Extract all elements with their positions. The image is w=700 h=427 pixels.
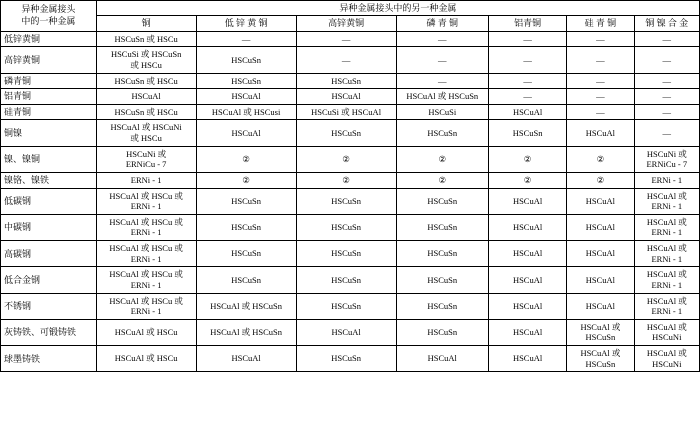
header-row-columns bbox=[1, 16, 700, 31]
table-cell: ② bbox=[488, 146, 566, 172]
corner-header-line2: 中的一种金属 bbox=[21, 15, 76, 26]
table-row bbox=[1, 31, 700, 47]
table-cell: HSCuSn bbox=[396, 188, 488, 214]
table-cell: HSCuAl bbox=[567, 241, 634, 267]
table-row bbox=[1, 319, 700, 345]
column-header-3: 磷 青 铜 bbox=[396, 16, 488, 31]
row-header: 低碳钢 bbox=[1, 188, 97, 214]
column-header-5: 硅 青 铜 bbox=[567, 16, 634, 31]
table-cell: HSCuSn bbox=[296, 214, 396, 240]
row-header: 铝青铜 bbox=[1, 89, 97, 105]
table-cell: HSCuAl 或 HSCu 或 ERNi - 1 bbox=[96, 267, 196, 293]
table-cell: HSCuAl bbox=[567, 293, 634, 319]
table-cell: HSCuSn bbox=[396, 214, 488, 240]
row-header: 镍铬、镍铁 bbox=[1, 172, 97, 188]
table-cell: HSCuAl 或 HSCuNi bbox=[634, 346, 699, 372]
table-cell: HSCuSn bbox=[396, 267, 488, 293]
table-cell: HSCuAl 或 HSCu 或 ERNi - 1 bbox=[96, 293, 196, 319]
table-cell: — bbox=[634, 120, 699, 146]
table-cell: ② bbox=[396, 172, 488, 188]
table-cell: ② bbox=[196, 172, 296, 188]
row-header: 磷青铜 bbox=[1, 73, 97, 89]
table-cell: HSCuAl bbox=[488, 214, 566, 240]
table-cell: HSCuAl bbox=[296, 319, 396, 345]
table-cell: HSCuAl 或 HSCuSn bbox=[196, 293, 296, 319]
table-cell: ② bbox=[296, 172, 396, 188]
table-cell: HSCuAl bbox=[96, 89, 196, 105]
table-cell: HSCuSn bbox=[296, 120, 396, 146]
table-row bbox=[1, 267, 700, 293]
table-cell: HSCuSi 或 HSCuSn 或 HSCu bbox=[96, 47, 196, 73]
row-header: 铜镍 bbox=[1, 120, 97, 146]
table-cell: HSCuSn bbox=[396, 319, 488, 345]
table-cell: — bbox=[396, 73, 488, 89]
row-header: 灰铸铁、可锻铸铁 bbox=[1, 319, 97, 345]
table-cell: HSCuSn 或 HSCu bbox=[96, 73, 196, 89]
table-cell: ② bbox=[196, 146, 296, 172]
table-cell: ERNi - 1 bbox=[634, 172, 699, 188]
table-cell: — bbox=[567, 104, 634, 120]
table-cell: HSCuSi bbox=[396, 104, 488, 120]
table-cell: — bbox=[567, 89, 634, 105]
table-cell: HSCuSn bbox=[296, 346, 396, 372]
table-cell: HSCuAl bbox=[196, 120, 296, 146]
table-cell: HSCuAl bbox=[488, 267, 566, 293]
table-row bbox=[1, 188, 700, 214]
row-header: 中碳钢 bbox=[1, 214, 97, 240]
table-cell: HSCuAl 或 HSCu 或 ERNi - 1 bbox=[96, 214, 196, 240]
table-cell: HSCuAl bbox=[567, 120, 634, 146]
column-header-6: 铜 镍 合 金 bbox=[634, 16, 699, 31]
table-cell: — bbox=[296, 31, 396, 47]
table-cell: ② bbox=[296, 146, 396, 172]
top-header: 异种金属接头中的另一种金属 bbox=[96, 1, 699, 16]
table-row bbox=[1, 146, 700, 172]
table-cell: HSCuAl bbox=[296, 89, 396, 105]
table-cell: HSCuSn 或 HSCu bbox=[96, 104, 196, 120]
row-header: 不锈钢 bbox=[1, 293, 97, 319]
row-header: 高锌黄铜 bbox=[1, 47, 97, 73]
table-cell: HSCuAl 或 HSCuSn bbox=[396, 89, 488, 105]
table-header bbox=[1, 1, 700, 32]
header-row-top bbox=[1, 1, 700, 16]
table-cell: HSCuSn bbox=[396, 120, 488, 146]
table-cell: — bbox=[488, 31, 566, 47]
corner-header bbox=[1, 1, 97, 32]
table-cell: HSCuAl 或 HSCu bbox=[96, 319, 196, 345]
table-cell: — bbox=[634, 89, 699, 105]
table-cell: — bbox=[634, 104, 699, 120]
table-cell: HSCuAl bbox=[488, 293, 566, 319]
table-row bbox=[1, 293, 700, 319]
table-cell: HSCuSn bbox=[296, 241, 396, 267]
table-cell: HSCuNi 或 ERNiCu - 7 bbox=[634, 146, 699, 172]
row-header: 低合金钢 bbox=[1, 267, 97, 293]
table-cell: — bbox=[567, 31, 634, 47]
table-cell: HSCuSn bbox=[488, 120, 566, 146]
table-cell: HSCuAl 或 HSCuSn bbox=[196, 319, 296, 345]
table-cell: — bbox=[396, 47, 488, 73]
table-cell: HSCuSn bbox=[196, 47, 296, 73]
table-cell: HSCuAl 或 HSCuNi 或 HSCu bbox=[96, 120, 196, 146]
table-cell: HSCuSn bbox=[396, 293, 488, 319]
table-cell: HSCuAl 或 ERNi - 1 bbox=[634, 214, 699, 240]
table-cell: — bbox=[296, 47, 396, 73]
table-cell: HSCuAl bbox=[488, 319, 566, 345]
table-cell: HSCuAl bbox=[567, 188, 634, 214]
table-cell: HSCuSn bbox=[196, 214, 296, 240]
table-cell: ERNi - 1 bbox=[96, 172, 196, 188]
table-cell: HSCuSn bbox=[296, 73, 396, 89]
table-cell: — bbox=[567, 73, 634, 89]
table-cell: HSCuSn bbox=[296, 293, 396, 319]
table-cell: HSCuAl 或 HSCu 或 ERNi - 1 bbox=[96, 241, 196, 267]
table-cell: HSCuNi 或 ERNiCu - 7 bbox=[96, 146, 196, 172]
table-row bbox=[1, 214, 700, 240]
table-cell: HSCuAl bbox=[196, 89, 296, 105]
table-row bbox=[1, 346, 700, 372]
column-header-0: 铜 bbox=[96, 16, 196, 31]
table-cell: ② bbox=[488, 172, 566, 188]
table-cell: HSCuSn bbox=[196, 241, 296, 267]
table-cell: — bbox=[488, 47, 566, 73]
table-row bbox=[1, 241, 700, 267]
table-cell: HSCuAl 或 ERNi - 1 bbox=[634, 293, 699, 319]
table-body bbox=[1, 31, 700, 372]
table-row bbox=[1, 89, 700, 105]
table-cell: ② bbox=[567, 172, 634, 188]
table-cell: — bbox=[634, 73, 699, 89]
table-cell: — bbox=[488, 73, 566, 89]
table-cell: — bbox=[488, 89, 566, 105]
table-cell: HSCuSn 或 HSCu bbox=[96, 31, 196, 47]
table-row bbox=[1, 120, 700, 146]
table-cell: HSCuSn bbox=[296, 188, 396, 214]
table-cell: — bbox=[196, 31, 296, 47]
table-row bbox=[1, 172, 700, 188]
column-header-1: 低 锌 黄 铜 bbox=[196, 16, 296, 31]
table-cell: HSCuSn bbox=[196, 188, 296, 214]
table-cell: HSCuAl 或 ERNi - 1 bbox=[634, 241, 699, 267]
table-cell: HSCuSi 或 HSCuAl bbox=[296, 104, 396, 120]
table-cell: HSCuAl 或 HSCuSn bbox=[567, 319, 634, 345]
row-header: 硅青铜 bbox=[1, 104, 97, 120]
table-cell: HSCuAl bbox=[488, 346, 566, 372]
column-header-4: 铝青铜 bbox=[488, 16, 566, 31]
table-cell: HSCuAl bbox=[567, 267, 634, 293]
table-cell: HSCuAl 或 ERNi - 1 bbox=[634, 267, 699, 293]
row-header: 镍、镍铜 bbox=[1, 146, 97, 172]
table-cell: HSCuAl bbox=[488, 241, 566, 267]
table-cell: HSCuSn bbox=[396, 241, 488, 267]
table-cell: HSCuAl bbox=[567, 214, 634, 240]
table-cell: — bbox=[567, 47, 634, 73]
table-cell: HSCuSn bbox=[196, 267, 296, 293]
table-cell: HSCuAl 或 HSCusi bbox=[196, 104, 296, 120]
table-cell: — bbox=[634, 31, 699, 47]
table-cell: ② bbox=[567, 146, 634, 172]
table-row bbox=[1, 47, 700, 73]
row-header: 低锌黄铜 bbox=[1, 31, 97, 47]
corner-header-line1: 异种金属接头 bbox=[21, 4, 76, 15]
table-row bbox=[1, 104, 700, 120]
table-cell: HSCuAl bbox=[488, 104, 566, 120]
table-cell: HSCuAl 或 HSCuSn bbox=[567, 346, 634, 372]
table-cell: HSCuAl 或 ERNi - 1 bbox=[634, 188, 699, 214]
table-cell: HSCuAl 或 HSCu 或 ERNi - 1 bbox=[96, 188, 196, 214]
row-header: 球墨铸铁 bbox=[1, 346, 97, 372]
table-cell: ② bbox=[396, 146, 488, 172]
column-header-2: 高锌黄铜 bbox=[296, 16, 396, 31]
table-row bbox=[1, 73, 700, 89]
table-cell: HSCuAl 或 HSCuNi bbox=[634, 319, 699, 345]
table-cell: — bbox=[634, 47, 699, 73]
table-cell: HSCuAl bbox=[196, 346, 296, 372]
table-cell: HSCuAl 或 HSCu bbox=[96, 346, 196, 372]
table-cell: HSCuSn bbox=[196, 73, 296, 89]
table-cell: HSCuSn bbox=[296, 267, 396, 293]
table-cell: HSCuAl bbox=[488, 188, 566, 214]
table-cell: HSCuAl bbox=[396, 346, 488, 372]
row-header: 高碳钢 bbox=[1, 241, 97, 267]
table-cell: — bbox=[396, 31, 488, 47]
